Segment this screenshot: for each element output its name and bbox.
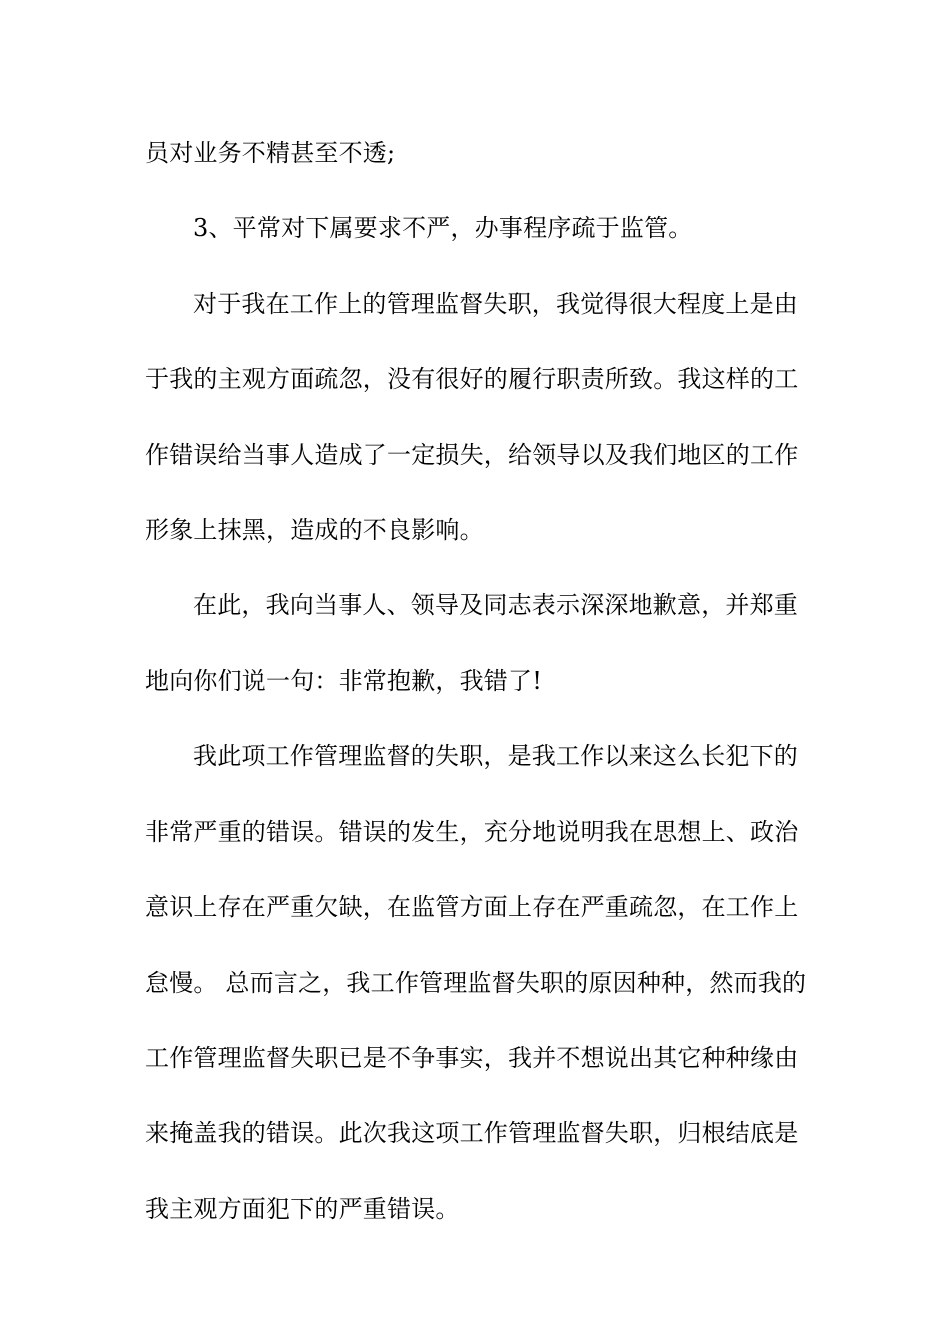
text-line: 作错误给当事人造成了一定损失，给领导以及我们地区的工作 (145, 441, 799, 469)
text-line: 地向你们说一句：非常抱歉，我错了! (145, 667, 543, 695)
text-line: 于我的主观方面疏忽，没有很好的履行职责所致。我这样的工 (145, 365, 799, 393)
text-line: 对于我在工作上的管理监督失职，我觉得很大程度上是由 (193, 290, 798, 318)
text-line: 怠慢。 总而言之，我工作管理监督失职的原因种种，然而我的 (145, 969, 807, 997)
text-line: 我主观方面犯下的严重错误。 (145, 1195, 460, 1223)
text-line: 我此项工作管理监督的失职，是我工作以来这么长犯下的 (193, 742, 798, 770)
text-line: 非常严重的错误。错误的发生，充分地说明我在思想上、政治 (145, 818, 799, 846)
text-line: 意识上存在严重欠缺，在监管方面上存在严重疏忽，在工作上 (145, 893, 799, 921)
text-line: 员对业务不精甚至不透; (145, 139, 396, 167)
text-line: 3、平常对下属要求不严，办事程序疏于监管。 (193, 214, 693, 242)
text-line: 形象上抹黑，造成的不良影响。 (145, 516, 484, 544)
text-line: 工作管理监督失职已是不争事实，我并不想说出其它种种缘由 (145, 1044, 799, 1072)
text-line: 来掩盖我的错误。此次我这项工作管理监督失职，归根结底是 (145, 1119, 799, 1147)
text-line: 在此，我向当事人、领导及同志表示深深地歉意，并郑重 (193, 591, 798, 619)
